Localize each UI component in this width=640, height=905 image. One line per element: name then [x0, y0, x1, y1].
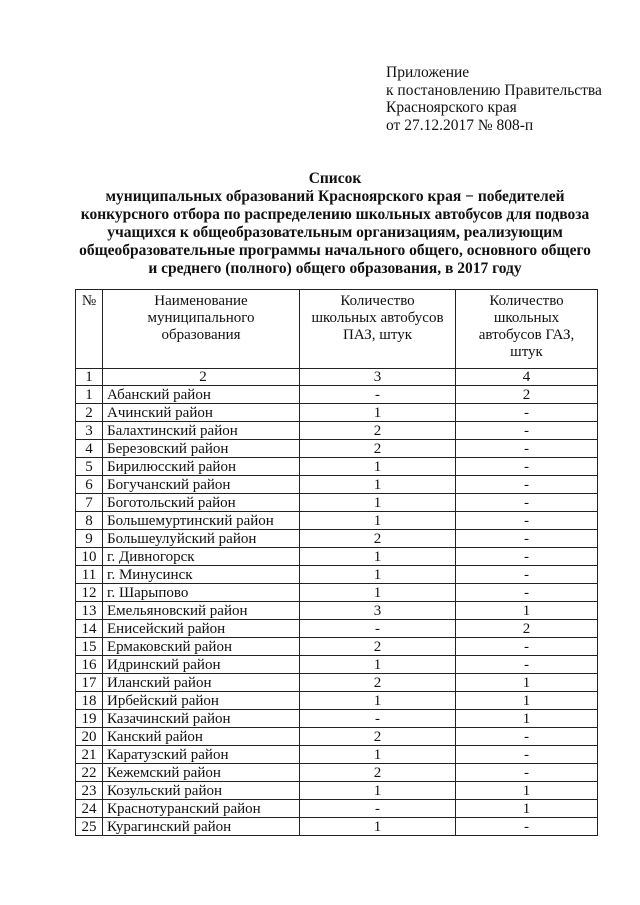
title-line: учащихся к общеобразовательным организациям, реализующим	[107, 224, 563, 241]
gaz-count: -	[456, 422, 598, 440]
paz-count: 1	[300, 692, 456, 710]
table-row	[76, 728, 598, 746]
paz-count: 2	[300, 638, 456, 656]
row-number: 14	[76, 620, 103, 638]
municipality-name: Казачинский район	[103, 710, 300, 728]
table-header-row	[76, 290, 598, 369]
row-number: 13	[76, 602, 103, 620]
table-row	[76, 494, 598, 512]
appendix-line: от 27.12.2017 № 808-п	[386, 116, 534, 134]
table-row	[76, 422, 598, 440]
gaz-count: -	[456, 764, 598, 782]
paz-count: -	[300, 710, 456, 728]
row-number: 1	[76, 386, 103, 404]
gaz-count: 1	[456, 710, 598, 728]
municipality-name: г. Минусинск	[103, 566, 300, 584]
municipality-name: Канский район	[103, 728, 300, 746]
municipality-name: Иланский район	[103, 674, 300, 692]
paz-count: 1	[300, 476, 456, 494]
paz-count: -	[300, 386, 456, 404]
paz-count: 1	[300, 512, 456, 530]
table-row	[76, 764, 598, 782]
title-line: конкурсного отбора по распределению школьных автобусов для подвоза	[80, 206, 590, 223]
table-row	[76, 548, 598, 566]
row-number: 11	[76, 566, 103, 584]
table-row	[76, 710, 598, 728]
gaz-count: -	[456, 656, 598, 674]
table-row	[76, 440, 598, 458]
paz-count: 2	[300, 440, 456, 458]
row-number: 3	[76, 422, 103, 440]
paz-count: 2	[300, 764, 456, 782]
municipality-name: Идринский район	[103, 656, 300, 674]
municipality-name: Кежемский район	[103, 764, 300, 782]
row-number: 19	[76, 710, 103, 728]
table-row	[76, 404, 598, 422]
table-row	[76, 566, 598, 584]
gaz-count: -	[456, 818, 598, 836]
municipality-name: Ирбейский район	[103, 692, 300, 710]
document-title	[70, 170, 600, 278]
appendix-note	[386, 64, 602, 134]
gaz-count: -	[456, 476, 598, 494]
table-row	[76, 584, 598, 602]
table-row	[76, 458, 598, 476]
paz-count: 1	[300, 458, 456, 476]
municipality-name: Емельяновский район	[103, 602, 300, 620]
column-number: 2	[103, 369, 300, 386]
paz-count: 2	[300, 728, 456, 746]
row-number: 10	[76, 548, 103, 566]
municipality-name: Ачинский район	[103, 404, 300, 422]
paz-count: 2	[300, 674, 456, 692]
row-number: 15	[76, 638, 103, 656]
gaz-count: 2	[456, 386, 598, 404]
row-number: 6	[76, 476, 103, 494]
paz-count: 1	[300, 782, 456, 800]
gaz-count: 1	[456, 602, 598, 620]
row-number: 23	[76, 782, 103, 800]
row-number: 16	[76, 656, 103, 674]
title-line: муниципальных образований Красноярского края − победителей	[105, 188, 565, 205]
header-name: Наименование муниципального образования	[103, 290, 300, 369]
row-number: 18	[76, 692, 103, 710]
municipality-name: Каратузский район	[103, 746, 300, 764]
row-number: 21	[76, 746, 103, 764]
gaz-count: -	[456, 566, 598, 584]
table-row	[76, 476, 598, 494]
municipality-name: Козульский район	[103, 782, 300, 800]
municipality-name: Краснотуранский район	[103, 800, 300, 818]
paz-count: 3	[300, 602, 456, 620]
municipality-name: г. Шарыпово	[103, 584, 300, 602]
row-number: 22	[76, 764, 103, 782]
municipality-name: Бирилюсский район	[103, 458, 300, 476]
gaz-count: -	[456, 728, 598, 746]
gaz-count: -	[456, 458, 598, 476]
gaz-count: -	[456, 404, 598, 422]
paz-count: 1	[300, 566, 456, 584]
gaz-count: -	[456, 494, 598, 512]
header-paz: Количество школьных автобусов ПАЗ, штук	[300, 290, 456, 369]
gaz-count: 1	[456, 782, 598, 800]
municipality-name: Енисейский район	[103, 620, 300, 638]
municipality-name: Богучанский район	[103, 476, 300, 494]
paz-count: 2	[300, 530, 456, 548]
gaz-count: -	[456, 746, 598, 764]
paz-count: 1	[300, 656, 456, 674]
table-row	[76, 746, 598, 764]
municipality-name: Балахтинский район	[103, 422, 300, 440]
appendix-line: к постановлению Правительства	[386, 81, 602, 99]
table-row	[76, 818, 598, 836]
paz-count: 2	[300, 422, 456, 440]
row-number: 4	[76, 440, 103, 458]
table-row	[76, 782, 598, 800]
municipality-name: Большемуртинский район	[103, 512, 300, 530]
table-row	[76, 620, 598, 638]
paz-count: 1	[300, 818, 456, 836]
municipality-name: Большеулуйский район	[103, 530, 300, 548]
paz-count: 1	[300, 404, 456, 422]
title-line: и среднего (полного) общего образования, в 2017 году	[148, 260, 522, 277]
row-number: 2	[76, 404, 103, 422]
municipality-name: Ермаковский район	[103, 638, 300, 656]
gaz-count: -	[456, 530, 598, 548]
row-number: 12	[76, 584, 103, 602]
column-number-row	[76, 369, 598, 386]
table-row	[76, 530, 598, 548]
row-number: 7	[76, 494, 103, 512]
row-number: 9	[76, 530, 103, 548]
header-num: №	[76, 290, 103, 369]
gaz-count: -	[456, 584, 598, 602]
row-number: 8	[76, 512, 103, 530]
appendix-line: Красноярского края	[386, 99, 517, 117]
title-line: общеобразовательные программы начального общего, основного общего	[79, 242, 591, 259]
title-line: Список	[308, 170, 362, 187]
gaz-count: -	[456, 512, 598, 530]
table-row	[76, 512, 598, 530]
paz-count: 1	[300, 746, 456, 764]
column-number: 3	[300, 369, 456, 386]
gaz-count: 1	[456, 674, 598, 692]
gaz-count: 1	[456, 800, 598, 818]
bus-distribution-table	[75, 289, 598, 836]
row-number: 24	[76, 800, 103, 818]
municipality-name: Березовский район	[103, 440, 300, 458]
gaz-count: 2	[456, 620, 598, 638]
gaz-count: -	[456, 440, 598, 458]
table-row	[76, 656, 598, 674]
gaz-count: -	[456, 638, 598, 656]
table-row	[76, 692, 598, 710]
municipality-name: Курагинский район	[103, 818, 300, 836]
table-row	[76, 386, 598, 404]
municipality-name: Абанский район	[103, 386, 300, 404]
gaz-count: 1	[456, 692, 598, 710]
table-row	[76, 638, 598, 656]
column-number: 4	[456, 369, 598, 386]
paz-count: -	[300, 620, 456, 638]
column-number: 1	[76, 369, 103, 386]
table-row	[76, 674, 598, 692]
row-number: 20	[76, 728, 103, 746]
municipality-name: Боготольский район	[103, 494, 300, 512]
row-number: 17	[76, 674, 103, 692]
municipality-name: г. Дивногорск	[103, 548, 300, 566]
gaz-count: -	[456, 548, 598, 566]
row-number: 5	[76, 458, 103, 476]
table-row	[76, 800, 598, 818]
paz-count: -	[300, 800, 456, 818]
paz-count: 1	[300, 548, 456, 566]
appendix-line: Приложение	[386, 64, 470, 81]
table-row	[76, 602, 598, 620]
row-number: 25	[76, 818, 103, 836]
paz-count: 1	[300, 584, 456, 602]
header-gaz: Количество школьных автобусов ГАЗ, штук	[456, 290, 598, 369]
paz-count: 1	[300, 494, 456, 512]
